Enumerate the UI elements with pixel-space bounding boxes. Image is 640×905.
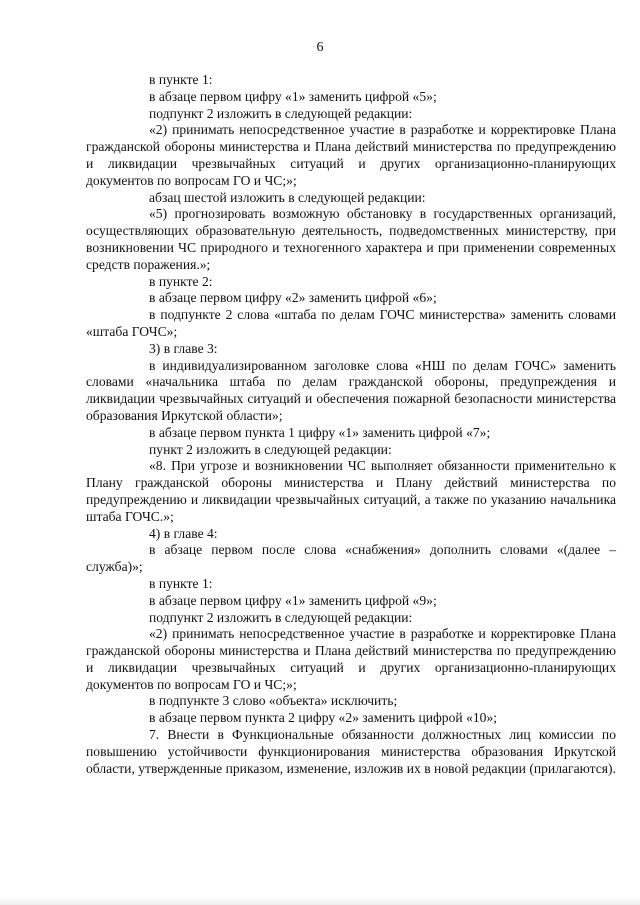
paragraph: в абзаце первом пункта 2 цифру «2» заменить цифрой «10»; [149, 710, 498, 726]
paragraph: 7. Внести в Функциональные обязанности должностных лиц комиссии по повышению устойчивости функционирования министерства образования Иркутской области, утвержденные приказом, изменение, изложив их в новой редакции (прилагаются). [86, 727, 616, 776]
paragraph: в абзаце первом после слова «снабжения» дополнить словами «(далее – служба)»; [86, 542, 616, 575]
paragraph: в пункте 1: [149, 575, 213, 591]
paragraph: в абзаце первом пункта 1 цифру «1» заменить цифрой «7»; [149, 424, 491, 440]
paragraph: в пункте 1: [149, 72, 213, 87]
paragraph: абзац шестой изложить в следующей редакции: [149, 189, 426, 205]
paragraph: в подпункте 3 слово «объекта» исключить; [149, 693, 398, 709]
document-body [86, 72, 616, 777]
paragraph: «8. При угрозе и возникновении ЧС выполняет обязанности применительно к Плану гражданской обороны министерства и Плану действий министерства по предупреждению и ликвидации чрезвычайных ситуаций, а также по указанию начальника штаба ГОЧС.»; [86, 458, 616, 524]
paragraph: в пункте 2: [149, 273, 213, 289]
page-number: 6 [316, 40, 324, 55]
paragraph: «2) принимать непосредственное участие в разработке и корректировке Плана гражданской обороны министерства и Плана действий министерства по предупреждению и ликвидации чрезвычайных ситуаций и других организационно-планирующих документов по вопросам ГО и ЧС;»; [86, 122, 616, 188]
paragraph: 4) в главе 4: [149, 525, 218, 541]
paragraph: подпункт 2 изложить в следующей редакции: [149, 105, 413, 121]
paragraph: в подпункте 2 слова «штаба по делам ГОЧС министерства» заменить словами «штаба ГОЧС»; [86, 307, 616, 339]
paragraph: «5) прогнозировать возможную обстановку в государственных организаций, осуществляющих образовательную деятельность, подведомственных министерству, при возникновении ЧС природного и техногенного характера и при применении современных средств поражения.»; [86, 206, 616, 272]
paragraph: в абзаце первом цифру «1» заменить цифрой «9»; [149, 592, 437, 608]
paragraph: «2) принимать непосредственное участие в разработке и корректировке Плана гражданской обороны министерства и Плана действий министерства по предупреждению и ликвидации чрезвычайных ситуаций и других организационно-планирующих документов по вопросам ГО и ЧС;»; [86, 626, 616, 692]
paragraph: в индивидуализированном заголовке слова «НШ по делам ГОЧС» заменить словами «начальника штаба по делам гражданской обороны, предупреждения и ликвидации чрезвычайных ситуаций и обеспечения пожарной безопасности министерства образования Иркутской области»; [86, 357, 616, 423]
paragraph: в абзаце первом цифру «2» заменить цифрой «6»; [149, 290, 437, 306]
paragraph: 3) в главе 3: [149, 340, 218, 356]
paragraph: подпункт 2 изложить в следующей редакции: [149, 609, 413, 625]
scan-edge [0, 897, 640, 905]
paragraph: в абзаце первом цифру «1» заменить цифрой «5»; [149, 88, 437, 104]
paragraph: пункт 2 изложить в следующей редакции: [149, 441, 392, 457]
